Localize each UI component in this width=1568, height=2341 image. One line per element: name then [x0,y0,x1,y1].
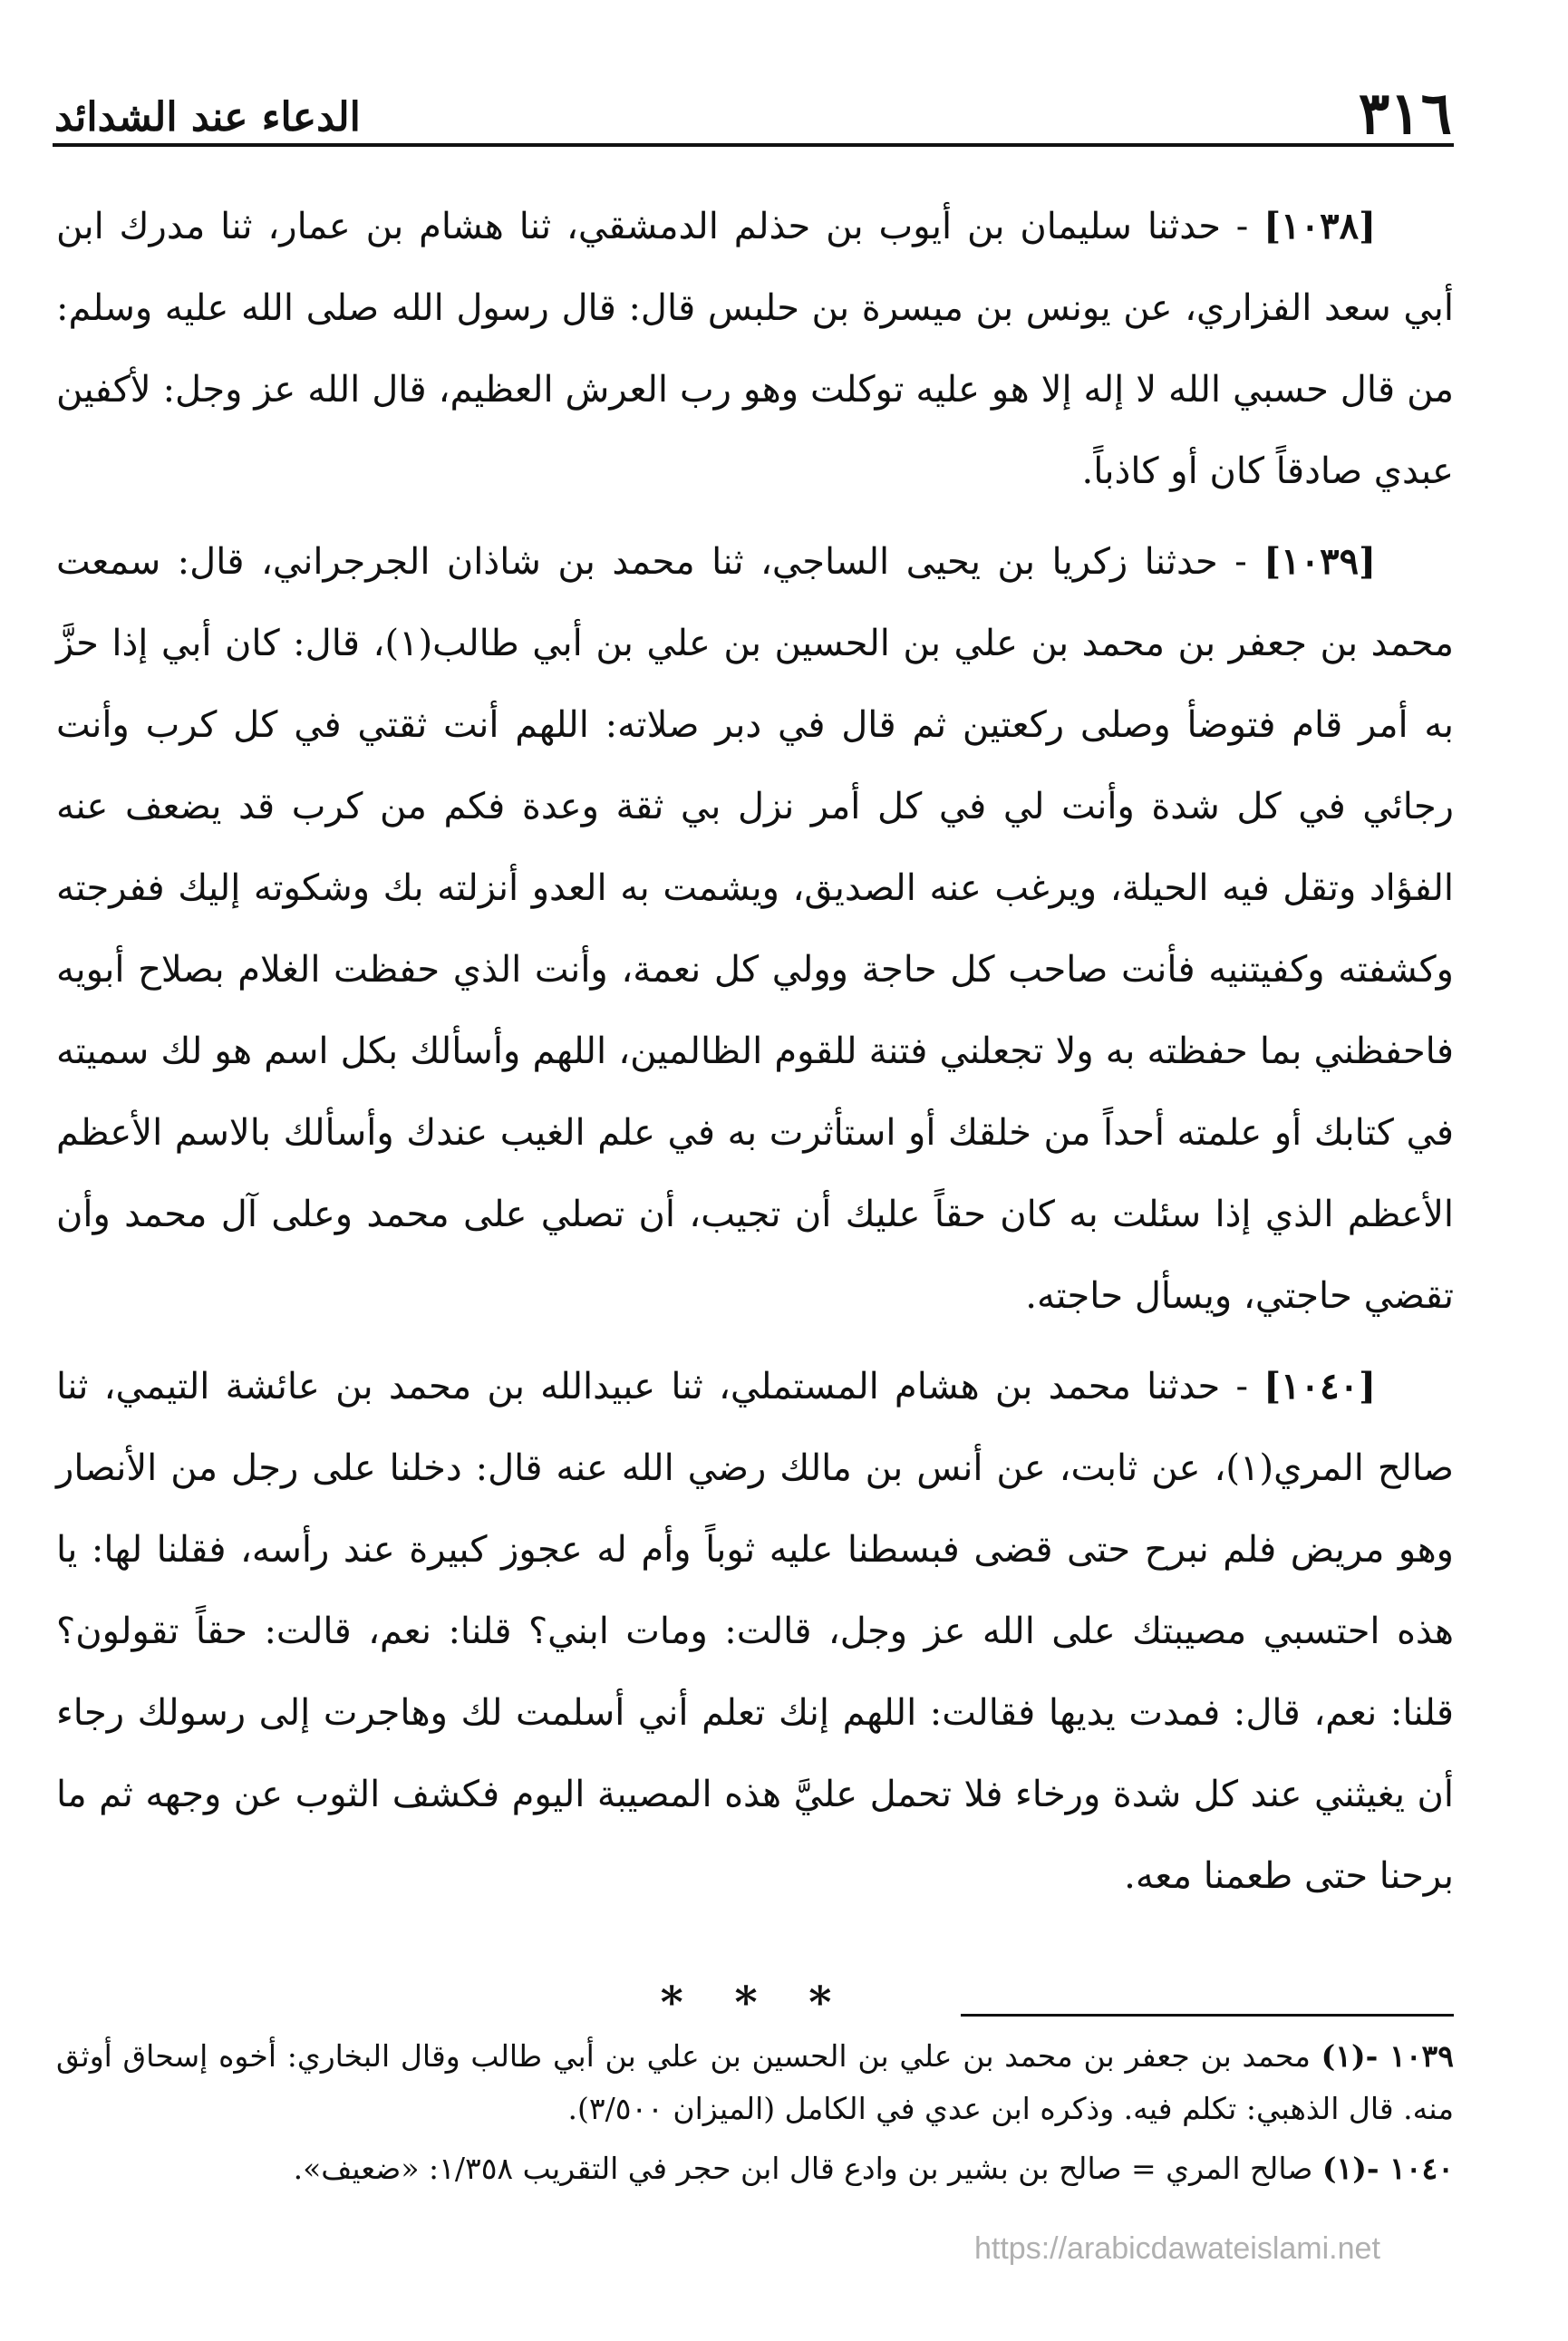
footnote-1040 [56,2143,1454,2195]
hadith-entry-1039 [56,521,1454,1337]
header-rule [53,143,1454,147]
site-watermark: https://arabicdawateislami.net [974,2231,1380,2266]
running-title: الدعاء عند الشدائد [54,94,361,140]
hadith-entry-1040 [56,1346,1454,1917]
entry-number: [١٠٤٠] [1263,1365,1377,1408]
entry-text: - حدثنا زكريا بن يحيى الساجي، ثنا محمد بن شاذان الجرجراني، قال: سمعت محمد بن جعفر بن محمد بن علي بن الحسين بن علي بن أبي طالب(١)، قال: كان أبي إذا حزَّ به أمر قام فتوضأ وصلى ركعتين ثم قال في دبر صلاته: اللهم أنت ثقتي في كل كرب وأنت رجائي في كل شدة وأنت لي في كل أمر نزل بي ثقة وعدة فكم من كرب قد يضعف عنه الفؤاد وتقل فيه الحيلة، ويرغب عنه الصديق، ويشمت به العدو أنزلته بك وشكوته إليك ففرجته وكشفته وكفيتنيه فأنت صاحب كل حاجة وولي كل نعمة، وأنت الذي حفظت الغلام بصلاح أبويه فاحفظني بما حفظته به ولا تجعلني فتنة للقوم الظالمين، اللهم وأسألك بكل اسم هو لك سميته في كتابك أو علمته أحداً من خلقك أو استأثرت به في علم الغيب عندك وأسألك بالاسم الأعظم الأعظم الذي إذا سئلت به كان حقاً عليك أن تجيب، أن تصلي على محمد وعلى آل محمد وأن تقضي حاجتي، ويسأل حاجته. [56,541,1455,1317]
footnote-number: ١٠٤٠ -(١) [1321,2151,1454,2186]
main-text [56,186,1454,2044]
page-header [54,53,1452,148]
footnote-rule [961,2014,1454,2017]
page-number: ٣١٦ [1358,80,1452,148]
footnote-number: ١٠٣٩ -(١) [1321,2038,1454,2074]
section-separator: * * * [660,1978,850,2028]
footnotes [56,2030,1454,2202]
hadith-entry-1038 [56,186,1454,512]
entry-number: [١٠٣٨] [1263,205,1376,247]
entry-text: - حدثنا سليمان بن أيوب بن حذلم الدمشقي، ثنا هشام بن عمار، ثنا مدرك ابن أبي سعد الفزاري، عن يونس بن ميسرة بن حلبس قال: قال رسول الله صلى الله عليه وسلم: من قال حسبي الله لا إله إلا هو عليه توكلت وهو رب العرش العظيم، قال الله عز وجل: لأكفين عبدي صادقاً كان أو كاذباً. [56,206,1455,492]
footnote-text: صالح المري = صالح بن بشير بن وادع قال ابن حجر في التقريب ١/٣٥٨: «ضعيف». [293,2151,1313,2186]
entry-text: - حدثنا محمد بن هشام المستملي، ثنا عبيدالله بن محمد بن عائشة التيمي، ثنا صالح المري(١)، عن ثابت، عن أنس بن مالك رضي الله عنه قال: دخلنا على رجل من الأنصار وهو مريض فلم نبرح حتى قضى فبسطنا عليه ثوباً وأم له عجوز كبيرة عند رأسه، فقلنا لها: يا هذه احتسبي مصيبتك على الله عز وجل، قالت: ومات ابني؟ قلنا: نعم، قالت: حقاً تقولون؟ قلنا: نعم، قال: فمدت يديها فقالت: اللهم إنك تعلم أني أسلمت لك وهاجرت إلى رسولك رجاء أن يغيثني عند كل شدة ورخاء فلا تحمل عليَّ هذه المصيبة اليوم فكشف الثوب عن وجهه ثم ما برحنا حتى طعمنا معه. [56,1366,1454,1897]
footnote-text: محمد بن جعفر بن محمد بن علي بن الحسين بن علي بن أبي طالب وقال البخاري: أخوه إسحاق أوثق منه. قال الذهبي: تكلم فيه. وذكره ابن عدي في الكامل (الميزان ٣/٥٠٠). [56,2038,1454,2126]
entry-number: [١٠٣٩] [1263,540,1376,583]
footnote-1039 [56,2030,1454,2135]
